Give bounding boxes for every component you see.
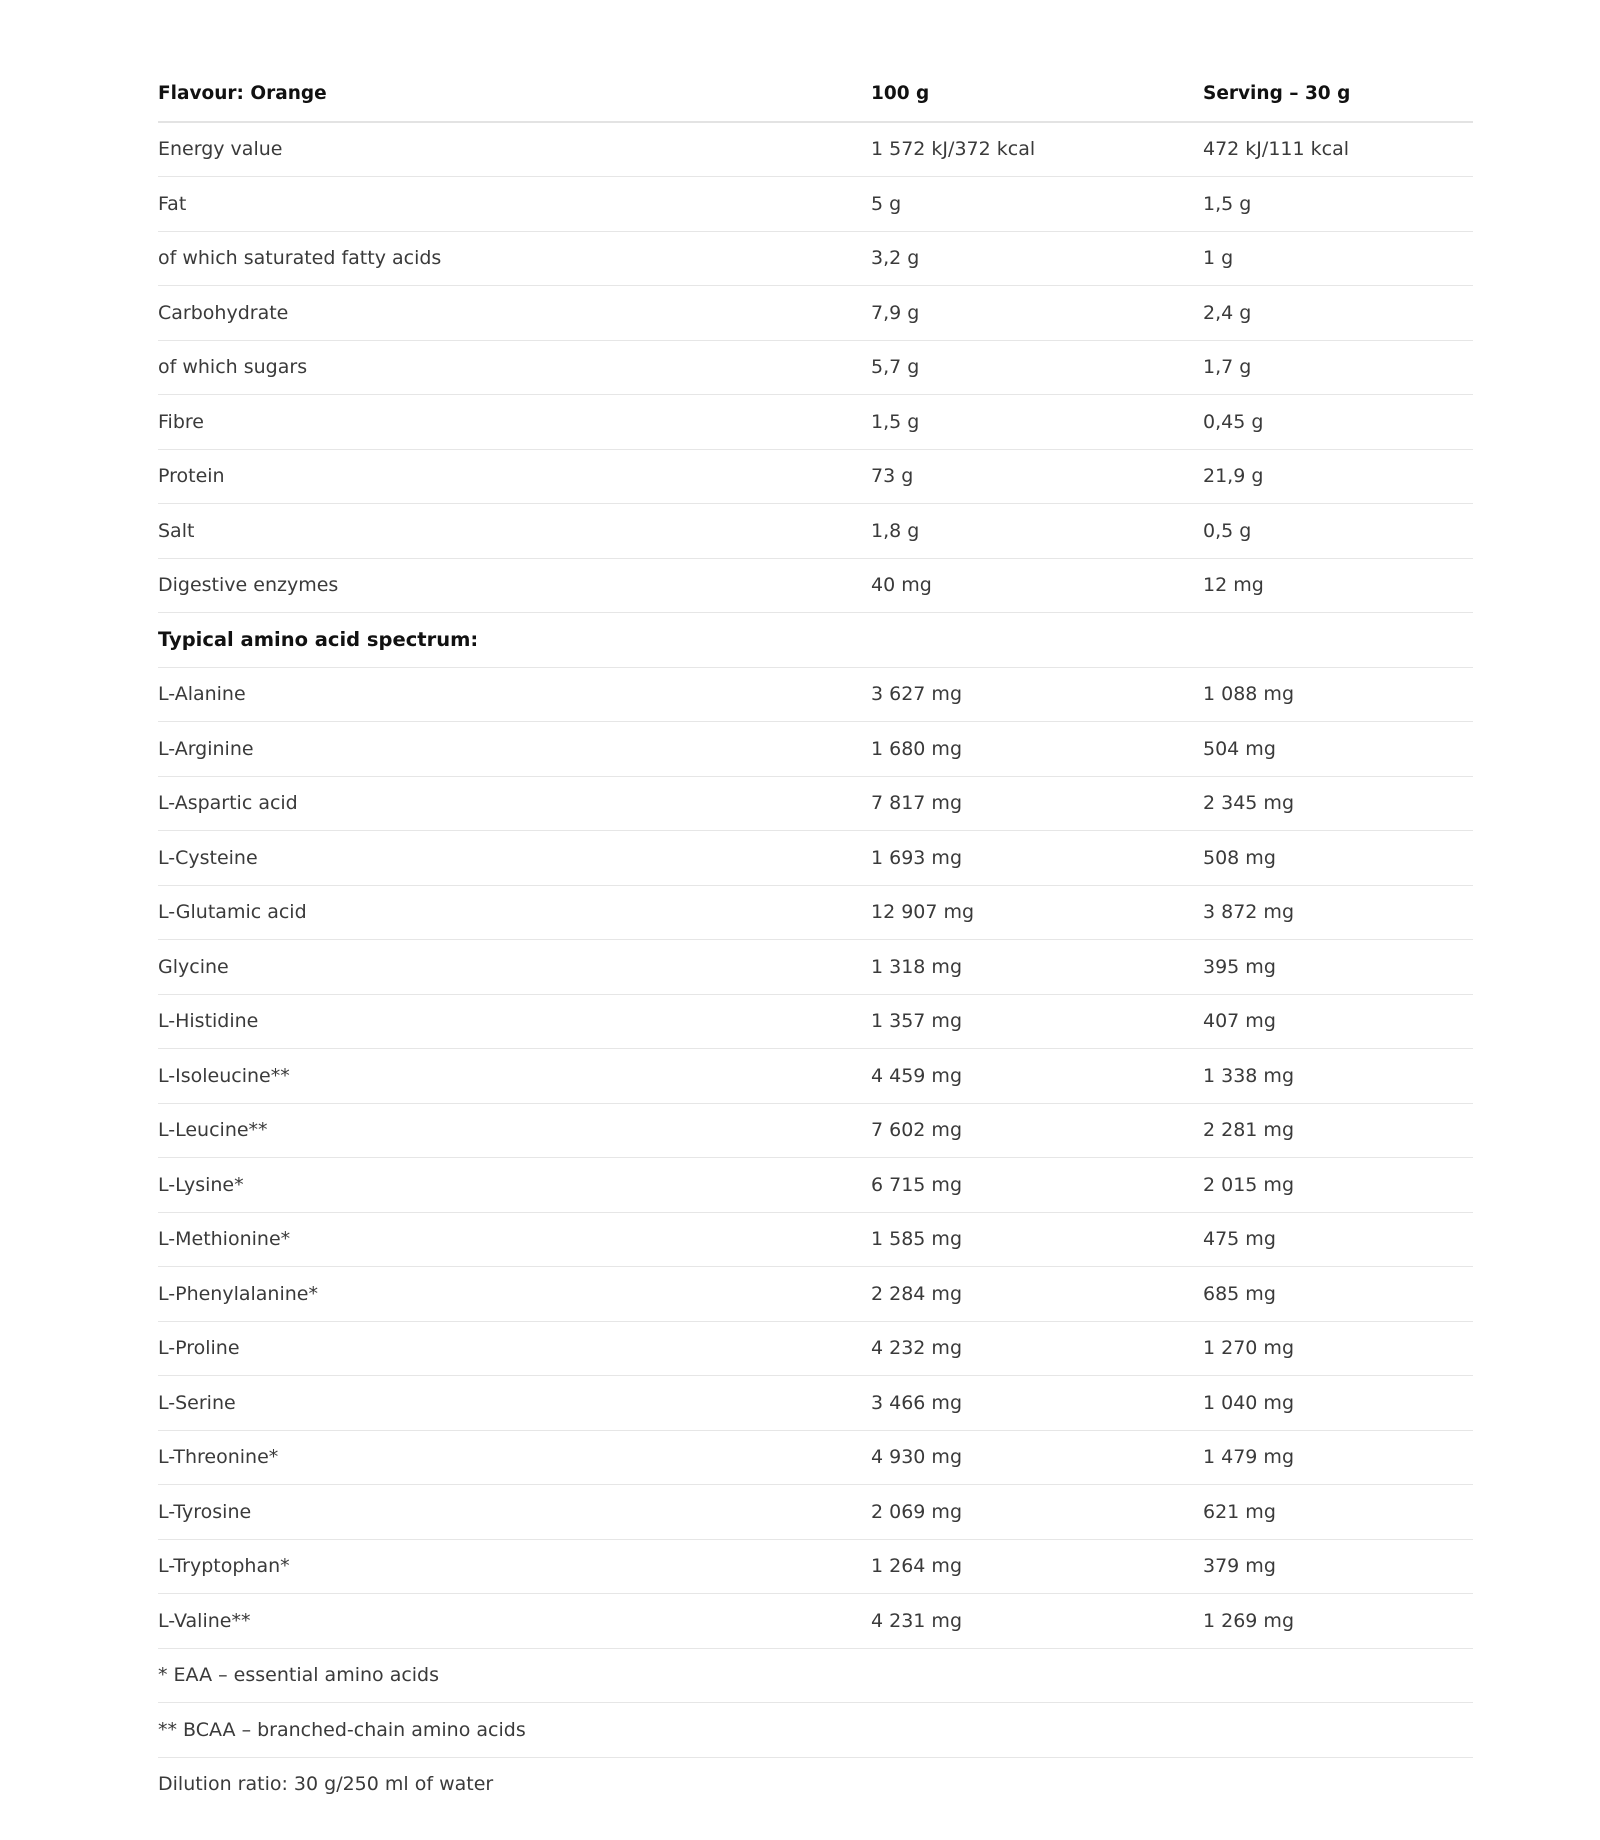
table-row xyxy=(158,1158,1473,1213)
nutrient-name: L-Arginine xyxy=(158,722,871,777)
per-100g-header: 100 g xyxy=(871,67,1203,122)
nutrient-name: of which saturated fatty acids xyxy=(158,231,871,286)
per-serving-header: Serving – 30 g xyxy=(1203,67,1473,122)
nutrient-name: Carbohydrate xyxy=(158,286,871,341)
value-per-100g: 73 g xyxy=(871,449,1203,504)
value-per-100g: 1,8 g xyxy=(871,504,1203,559)
table-row xyxy=(158,1485,1473,1540)
table-row xyxy=(158,449,1473,504)
value-per-100g: 2 284 mg xyxy=(871,1267,1203,1322)
table-row xyxy=(158,722,1473,777)
value-per-100g: 1 572 kJ/372 kcal xyxy=(871,122,1203,177)
value-per-serving: 395 mg xyxy=(1203,940,1473,995)
table-body xyxy=(158,122,1473,1812)
table-row xyxy=(158,885,1473,940)
nutrient-name: of which sugars xyxy=(158,340,871,395)
table-row xyxy=(158,504,1473,559)
value-per-100g: 2 069 mg xyxy=(871,1485,1203,1540)
table-row xyxy=(158,1267,1473,1322)
value-per-100g: 4 459 mg xyxy=(871,1049,1203,1104)
table-row xyxy=(158,395,1473,450)
footnote-text: Dilution ratio: 30 g/250 ml of water xyxy=(158,1773,494,1796)
footnote-row xyxy=(158,1648,1473,1703)
table-row xyxy=(158,940,1473,995)
table-row xyxy=(158,776,1473,831)
value-per-100g: 1,5 g xyxy=(871,395,1203,450)
table-header-row xyxy=(158,67,1473,122)
value-per-100g: 3,2 g xyxy=(871,231,1203,286)
nutrient-name: L-Proline xyxy=(158,1321,871,1376)
value-per-serving: 1 269 mg xyxy=(1203,1594,1473,1649)
footnote-row xyxy=(158,1703,1473,1758)
value-per-serving: 1 088 mg xyxy=(1203,667,1473,722)
table-row xyxy=(158,1539,1473,1594)
nutrient-name: L-Isoleucine** xyxy=(158,1049,871,1104)
table-row xyxy=(158,1321,1473,1376)
amino-section-heading: Typical amino acid spectrum: xyxy=(158,613,1473,668)
nutrient-name: L-Alanine xyxy=(158,667,871,722)
value-per-100g: 7,9 g xyxy=(871,286,1203,341)
nutrient-name: L-Leucine** xyxy=(158,1103,871,1158)
value-per-serving: 407 mg xyxy=(1203,994,1473,1049)
value-per-100g: 1 680 mg xyxy=(871,722,1203,777)
table-row xyxy=(158,1376,1473,1431)
nutrient-name: Glycine xyxy=(158,940,871,995)
value-per-100g: 1 318 mg xyxy=(871,940,1203,995)
value-per-serving: 1,7 g xyxy=(1203,340,1473,395)
value-per-serving: 1 040 mg xyxy=(1203,1376,1473,1431)
value-per-serving: 508 mg xyxy=(1203,831,1473,886)
value-per-serving: 472 kJ/111 kcal xyxy=(1203,122,1473,177)
value-per-serving: 379 mg xyxy=(1203,1539,1473,1594)
nutrient-name: L-Valine** xyxy=(158,1594,871,1649)
nutrient-name: L-Tyrosine xyxy=(158,1485,871,1540)
nutrient-name: L-Glutamic acid xyxy=(158,885,871,940)
nutrient-name: L-Histidine xyxy=(158,994,871,1049)
nutrient-name: L-Threonine* xyxy=(158,1430,871,1485)
value-per-serving: 2,4 g xyxy=(1203,286,1473,341)
nutrient-name: Fibre xyxy=(158,395,871,450)
value-per-serving: 3 872 mg xyxy=(1203,885,1473,940)
value-per-100g: 7 817 mg xyxy=(871,776,1203,831)
value-per-100g: 40 mg xyxy=(871,558,1203,613)
table-row xyxy=(158,994,1473,1049)
table-row xyxy=(158,1212,1473,1267)
table-row xyxy=(158,122,1473,177)
value-per-serving: 475 mg xyxy=(1203,1212,1473,1267)
value-per-100g: 5,7 g xyxy=(871,340,1203,395)
nutrient-name: Energy value xyxy=(158,122,871,177)
value-per-serving: 2 345 mg xyxy=(1203,776,1473,831)
nutrient-name: L-Lysine* xyxy=(158,1158,871,1213)
value-per-serving: 1 g xyxy=(1203,231,1473,286)
value-per-100g: 7 602 mg xyxy=(871,1103,1203,1158)
value-per-100g: 3 627 mg xyxy=(871,667,1203,722)
value-per-serving: 2 015 mg xyxy=(1203,1158,1473,1213)
nutrient-name: Protein xyxy=(158,449,871,504)
value-per-100g: 1 693 mg xyxy=(871,831,1203,886)
value-per-100g: 12 907 mg xyxy=(871,885,1203,940)
value-per-serving: 1,5 g xyxy=(1203,177,1473,232)
amino-section-row xyxy=(158,613,1473,668)
value-per-serving: 0,5 g xyxy=(1203,504,1473,559)
nutrient-name: L-Tryptophan* xyxy=(158,1539,871,1594)
table-row xyxy=(158,286,1473,341)
value-per-serving: 685 mg xyxy=(1203,1267,1473,1322)
nutrient-name: Digestive enzymes xyxy=(158,558,871,613)
nutrient-name: L-Serine xyxy=(158,1376,871,1431)
footnote-text: * EAA – essential amino acids xyxy=(158,1648,1473,1703)
nutrient-name: L-Cysteine xyxy=(158,831,871,886)
value-per-100g: 1 585 mg xyxy=(871,1212,1203,1267)
table-row xyxy=(158,231,1473,286)
value-per-100g: 6 715 mg xyxy=(871,1158,1203,1213)
value-per-serving: 12 mg xyxy=(1203,558,1473,613)
nutrient-name: Fat xyxy=(158,177,871,232)
nutrient-name: L-Methionine* xyxy=(158,1212,871,1267)
table-row xyxy=(158,1594,1473,1649)
value-per-serving: 504 mg xyxy=(1203,722,1473,777)
table-row xyxy=(158,177,1473,232)
value-per-100g: 4 232 mg xyxy=(871,1321,1203,1376)
value-per-100g: 4 930 mg xyxy=(871,1430,1203,1485)
table-row xyxy=(158,1049,1473,1104)
table-row xyxy=(158,558,1473,613)
table-row xyxy=(158,831,1473,886)
value-per-serving: 1 479 mg xyxy=(1203,1430,1473,1485)
value-per-serving: 21,9 g xyxy=(1203,449,1473,504)
value-per-serving: 621 mg xyxy=(1203,1485,1473,1540)
value-per-100g: 1 264 mg xyxy=(871,1539,1203,1594)
nutrition-table xyxy=(158,67,1473,1811)
table-row xyxy=(158,1430,1473,1485)
nutrient-name: Salt xyxy=(158,504,871,559)
footnote-row xyxy=(158,1757,1473,1811)
value-per-serving: 1 270 mg xyxy=(1203,1321,1473,1376)
flavour-header: Flavour: Orange xyxy=(158,67,871,122)
footnote-text: ** BCAA – branched-chain amino acids xyxy=(158,1703,1473,1758)
value-per-100g: 4 231 mg xyxy=(871,1594,1203,1649)
table-row xyxy=(158,1103,1473,1158)
value-per-serving: 0,45 g xyxy=(1203,395,1473,450)
table-row xyxy=(158,340,1473,395)
value-per-serving: 1 338 mg xyxy=(1203,1049,1473,1104)
table-row xyxy=(158,667,1473,722)
value-per-100g: 5 g xyxy=(871,177,1203,232)
value-per-100g: 3 466 mg xyxy=(871,1376,1203,1431)
nutrient-name: L-Phenylalanine* xyxy=(158,1267,871,1322)
value-per-serving: 2 281 mg xyxy=(1203,1103,1473,1158)
value-per-100g: 1 357 mg xyxy=(871,994,1203,1049)
nutrient-name: L-Aspartic acid xyxy=(158,776,871,831)
